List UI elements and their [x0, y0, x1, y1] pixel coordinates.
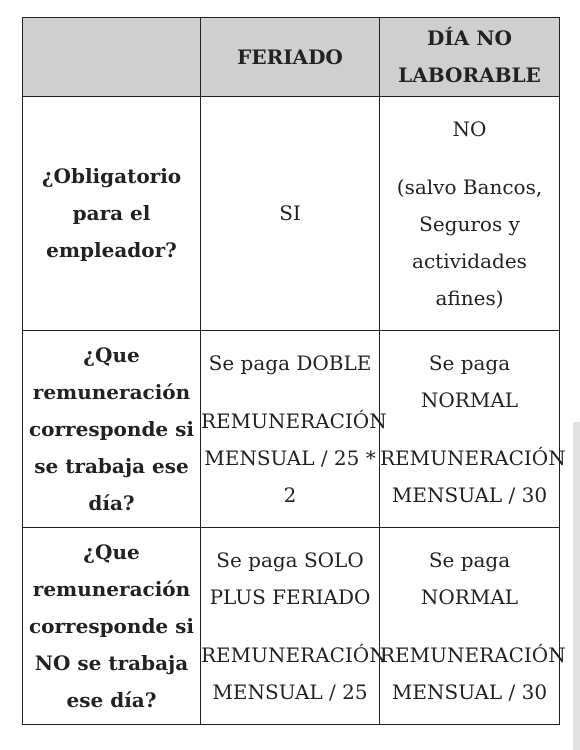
cell-text: Se paga NORMAL — [420, 350, 519, 412]
row-question-no-trabaja: ¿Que remuneración corresponde si NO se trabaja ese día? — [23, 528, 201, 725]
cell-no-laborable-obligatorio — [380, 97, 560, 331]
cell-text: REMUNERACIÓN MENSUAL / 25 — [201, 642, 387, 704]
cell-text: Se paga DOBLE — [208, 350, 372, 375]
table-row — [23, 97, 560, 331]
header-dia-no-laborable: DÍA NO LABORABLE — [380, 18, 560, 97]
cell-text: Se paga NORMAL — [420, 547, 519, 609]
row-question-si-trabaja: ¿Que remuneración corresponde si se trabaja ese día? — [23, 331, 201, 528]
header-feriado: FERIADO — [201, 18, 380, 97]
comparison-table — [22, 17, 566, 725]
cell-text: NO — [452, 116, 487, 141]
cell-text: (salvo Bancos, Seguros y actividades afines) — [396, 174, 543, 310]
cell-no-laborable-no-trabaja — [380, 528, 566, 725]
cell-feriado-obligatorio: SI — [201, 97, 380, 331]
cell-feriado-si-trabaja — [201, 331, 387, 528]
cell-text: REMUNERACIÓN MENSUAL / 25 * 2 — [201, 408, 387, 507]
row-question-obligatorio: ¿Obligatorio para el empleador? — [23, 97, 201, 331]
cell-text: Se paga SOLO PLUS FERIADO — [209, 547, 371, 609]
table-row — [23, 331, 560, 528]
header-empty-cell — [23, 18, 201, 97]
scrollbar[interactable] — [573, 422, 580, 750]
cell-feriado-no-trabaja — [201, 528, 387, 725]
cell-text: REMUNERACIÓN MENSUAL / 30 — [380, 642, 566, 704]
cell-text: REMUNERACIÓN MENSUAL / 30 — [380, 445, 566, 507]
table-row — [23, 528, 560, 725]
cell-no-laborable-si-trabaja — [380, 331, 566, 528]
table-header-row — [23, 18, 560, 97]
